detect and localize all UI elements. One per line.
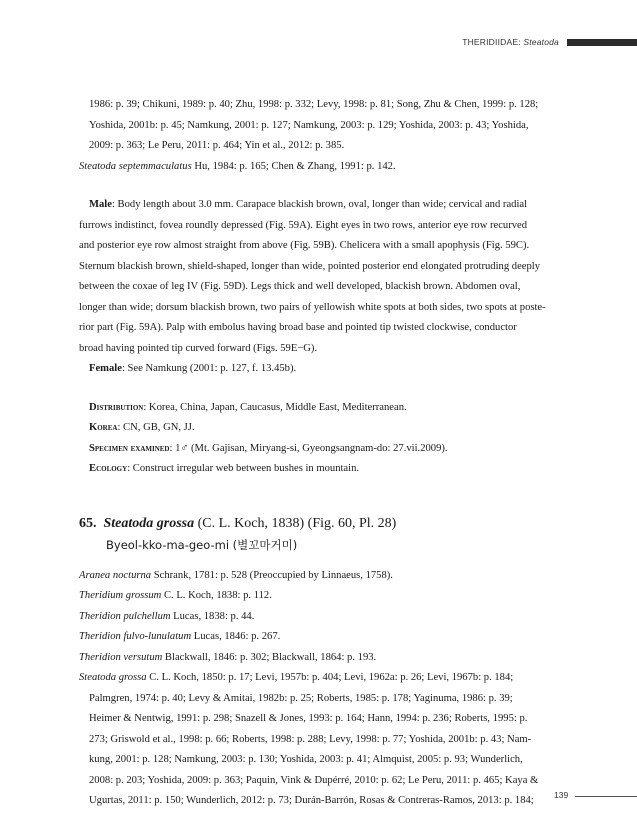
taxon-name: Theridion pulchellum [79, 610, 171, 622]
female-description: Female: See Namkung (2001: p. 127, f. 13.45b). [89, 363, 297, 374]
synonymy-line: Heimer & Nentwig, 1991: p. 298; Snazell & Jones, 1993: p. 164; Hann, 1994: p. 236; Roberts, 1995: p. [89, 713, 528, 724]
species-name: Steatoda grossa [103, 515, 195, 531]
running-head-genus: Steatoda [523, 37, 559, 47]
korea-label: Korea [89, 422, 118, 433]
synonymy-line: 2008: p. 203; Yoshida, 2009: p. 363; Paquin, Vink & Dupérré, 2010: p. 62; Le Peru, 2011: p. 465; Kaya & [89, 774, 539, 786]
synonymy-line: 2009: p. 363; Le Peru, 2011: p. 464; Yin et al., 2012: p. 385. [89, 140, 345, 151]
synonymy-entry: Theridion versutum Blackwall, 1846: p. 302; Blackwall, 1864: p. 193. [79, 651, 377, 663]
synonymy-list [79, 566, 570, 812]
page-footer [0, 790, 637, 802]
synonymy-entry: Theridion pulchellum Lucas, 1838: p. 44. [79, 610, 255, 622]
running-head-text [462, 37, 559, 47]
synonymy-line: Yoshida, 2001b: p. 45; Namkung, 2001: p. 127; Namkung, 2003: p. 129; Yoshida, 2003: p. 43; Yoshida, [89, 119, 529, 131]
page-content [79, 95, 570, 812]
taxon-name: Steatoda septemmaculatus [79, 160, 192, 172]
ecology-label: Ecology [89, 463, 128, 474]
synonymy-entry: Aranea nocturna Schrank, 1781: p. 528 (Preoccupied by Linnaeus, 1758). [79, 569, 393, 581]
synonymy-line: 1986: p. 39; Chikuni, 1989: p. 40; Zhu, 1998: p. 332; Levy, 1998: p. 81; Song, Zhu & Chen, 1999: p. 128; [89, 99, 539, 110]
synonymy-line: Palmgren, 1974: p. 40; Levy & Amitai, 1982b: p. 25; Roberts, 1985: p. 178; Yaginuma, 1986: p. 39; [89, 692, 513, 704]
running-head [0, 37, 637, 49]
synonymy-line: kung, 2001: p. 128; Namkung, 2003: p. 130; Yoshida, 2003: p. 41; Almquist, 2005: p. 93; Wunderlich, [89, 754, 523, 765]
male-line: Sternum blackish brown, shield-shaped, longer than wide, pointed posterior end elongated protruding deeply [79, 260, 541, 272]
korean-name: Byeol-kko-ma-geo-mi (별꼬마거미) [106, 537, 298, 552]
male-line: broad having pointed tip curved forward (Figs. 59E−G). [79, 342, 318, 354]
ecology: Ecology: Construct irregular web between bushes in mountain. [89, 463, 360, 474]
synonymy-line: Ugurtas, 2011: p. 150; Wunderlich, 2012: p. 73; Durán-Barrón, Rosas & Contreras-Ramos, 2013: p. 184; [89, 795, 534, 806]
species-heading [79, 514, 570, 534]
synonymy-entry: Theridion fulvo-lunulatum Lucas, 1846: p. 267. [79, 631, 281, 642]
synonymy-entry: Steatoda grossa C. L. Koch, 1850: p. 17; Levi, 1957b: p. 404; Levi, 1962a: p. 26; Levi, 1967b: p. 184; [79, 672, 514, 683]
specimen-label: Specimen examined [89, 442, 170, 454]
distribution: Distribution: Korea, China, Japan, Caucasus, Middle East, Mediterranean. [89, 401, 407, 413]
taxon-refs: Hu, 1984: p. 165; Chen & Zhang, 1991: p. 142. [191, 160, 396, 172]
species-authority: (C. L. Koch, 1838) (Fig. 60, Pl. 28) [194, 515, 397, 531]
taxon-name: Theridium grossum [79, 590, 162, 601]
synonymy-entry [79, 157, 570, 178]
page-number: 139 [554, 790, 569, 800]
running-head-bar [567, 39, 637, 46]
taxon-name: Aranea nocturna [79, 569, 152, 581]
male-line: Male: Body length about 3.0 mm. Carapace blackish brown, oval, longer than wide; cervical and radial [89, 199, 528, 210]
male-symbol-icon: ♂ [180, 442, 189, 454]
taxon-name: Theridion versutum [79, 651, 163, 663]
species-number: 65. [79, 515, 97, 531]
male-line: between the coxae of leg IV (Fig. 59D). Legs thick and well developed, blackish brown. Abdomen oval, [79, 281, 521, 292]
distribution-label: Distribution [89, 401, 144, 413]
male-line: and posterior eye row almost straight from above (Fig. 59B). Chelicera with a small apophysis (Fig. 59C). [79, 240, 530, 251]
male-label: Male [89, 199, 112, 210]
footer-rule [575, 796, 637, 797]
male-description [79, 195, 570, 359]
female-label: Female [89, 363, 122, 374]
running-head-family: THERIDIIDAE: [462, 37, 521, 47]
korea-records: Korea: CN, GB, GN, JJ. [89, 422, 195, 433]
male-line: furrows indistinct, fovea roundly depressed (Fig. 59A). Eight eyes in two rows, anterior eye row recurved [79, 219, 528, 231]
male-line: longer than wide; dorsum blackish brown, two pairs of yellowish white spots at both sides, two spots at poste- [79, 301, 546, 313]
specimen-examined: Specimen examined: 1♂ (Mt. Gajisan, Miryang-si, Gyeongsangnam-do: 27.vii.2009). [89, 442, 448, 454]
synonymy-top [79, 95, 570, 177]
taxon-name: Theridion fulvo-lunulatum [79, 631, 192, 642]
taxon-name: Steatoda grossa [79, 672, 147, 683]
male-line: rior part (Fig. 59A). Palp with embolus having broad base and pointed tip twisted clockwise, conductor [79, 322, 517, 333]
synonymy-line: 273; Griswold et al., 1998: p. 66; Roberts, 1998: p. 288; Levy, 1998: p. 77; Yoshida, 2001b: p. 43; Nam- [89, 733, 532, 745]
synonymy-entry: Theridium grossum C. L. Koch, 1838: p. 112. [79, 590, 272, 601]
